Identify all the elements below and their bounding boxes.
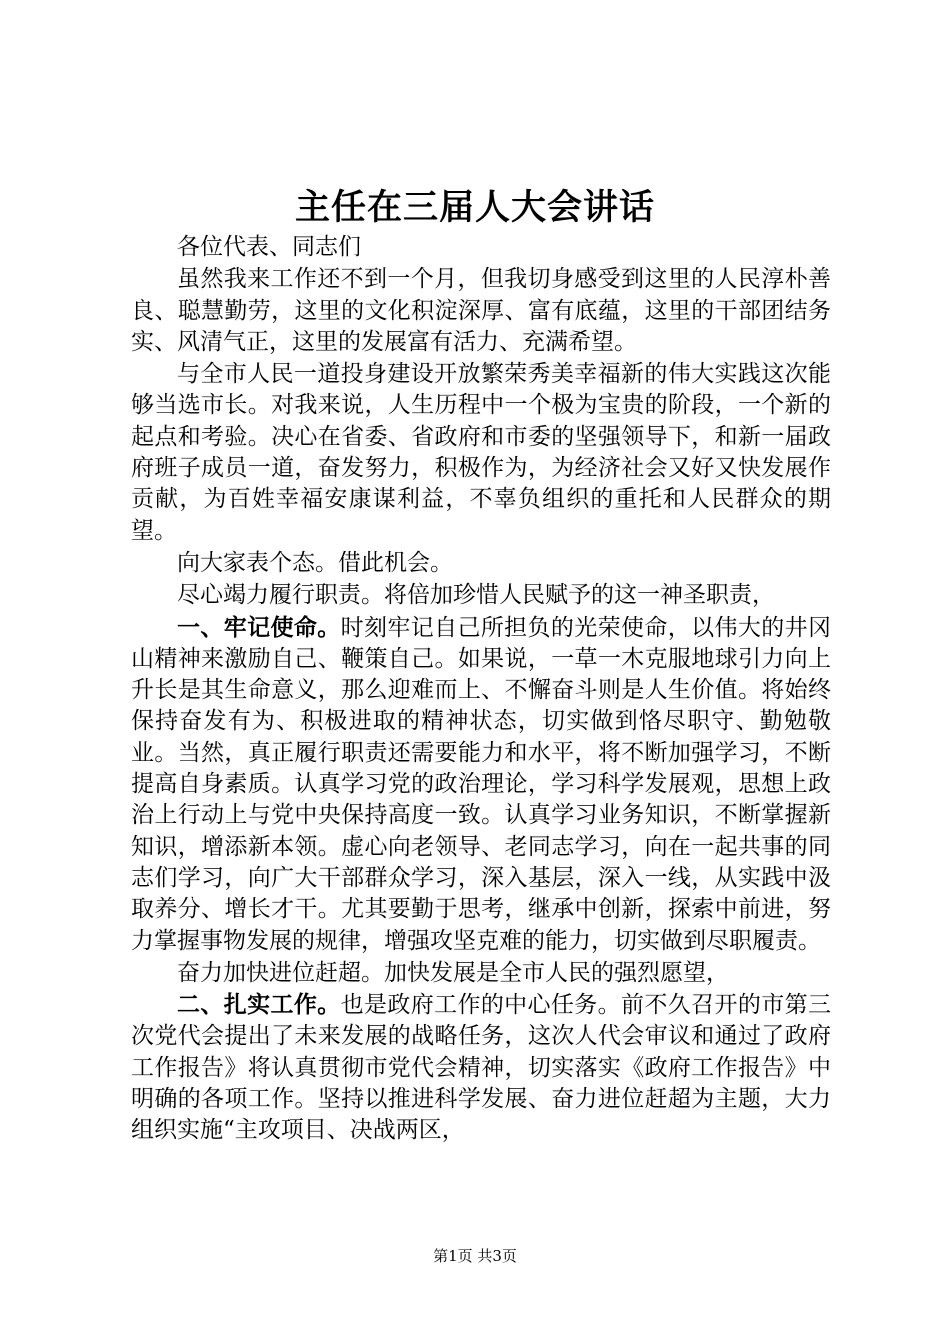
paragraph-text: 时刻牢记自己所担负的光荣使命，以伟大的井冈山精神来激励自己、鞭策自己。如果说，一草一木克服地球引力向上升长是其生命意义，那么迎难而上、不懈奋斗则是人生价值。将始终保持奋发有为、积极进取的精神状态，切实做到恪尽职守、勤勉敬业。当然，真正履行职责还需要能力和水平，将不断加强学习，不断提高自身素质。认真学习党的政治理论，学习科学发展观，思想上政治上行动上与党中央保持高度一致。认真学习业务知识，不断掌握新知识，增添新本领。虚心向老领导、老同志学习，向在一起共事的同志们学习，向广大干部群众学习，深入基层，深入一线，从实践中汲取养分、增长才干。尤其要勤于思考，继承中创新，探索中前进，努力掌握事物发展的规律，增强攻坚克难的能力，切实做到尽职履责。: [131, 614, 832, 954]
paragraph-text: 也是政府工作的中心任务。前不久召开的市第三次党代会提出了未来发展的战略任务，这次人代会审议和通过了政府工作报告》将认真贯彻市党代会精神，切实落实《政府工作报告》中明确的各项工作。坚持以推进科学发展、奋力进位赶超为主题，大力组织实施“主攻项目、决战两区，: [131, 992, 832, 1144]
paragraph-text: 虽然我来工作还不到一个月，但我切身感受到这里的人民淳朴善良、聪慧勤劳，这里的文化积淀深厚、富有底蕴，这里的干部团结务实、风清气正，这里的发展富有活力、充满希望。: [131, 266, 831, 355]
paragraph: [131, 231, 831, 263]
paragraph: [131, 612, 831, 957]
paragraph-heading: 一、牢记使命。: [177, 613, 341, 641]
paragraph: [131, 358, 831, 547]
paragraph: [131, 579, 831, 611]
paragraph: [131, 957, 831, 989]
paragraph-text: 各位代表、同志们: [177, 234, 361, 260]
paragraph-heading: 二、扎实工作。: [177, 991, 341, 1019]
paragraph-text: 向大家表个态。借此机会。: [177, 549, 453, 576]
paragraph-text: 尽心竭力履行职责。将倍加珍惜人民赋予的这一神圣职责，: [177, 582, 775, 609]
paragraph: [131, 263, 831, 358]
document-title: 主任在三届人大会讲话: [294, 187, 655, 228]
page-footer: 第1页 共3页: [433, 1247, 517, 1265]
paragraph: [131, 989, 831, 1146]
paragraph-text: 与全市人民一道投身建设开放繁荣秀美幸福新的伟大实践这次能够当选市长。对我来说，人生历程中一个极为宝贵的阶段，一个新的起点和考验。决心在省委、省政府和市委的坚强领导下，和新一届政府班子成员一道，奋发努力，积极作为，为经济社会又好又快发展作贡献，为百姓幸福安康谋利益，不辜负组织的重托和人民群众的期望。: [131, 361, 831, 544]
document-body: [131, 231, 831, 1147]
paragraph-text: 奋力加快进位赶超。加快发展是全市人民的强烈愿望，: [177, 959, 729, 986]
paragraph: [131, 547, 831, 579]
